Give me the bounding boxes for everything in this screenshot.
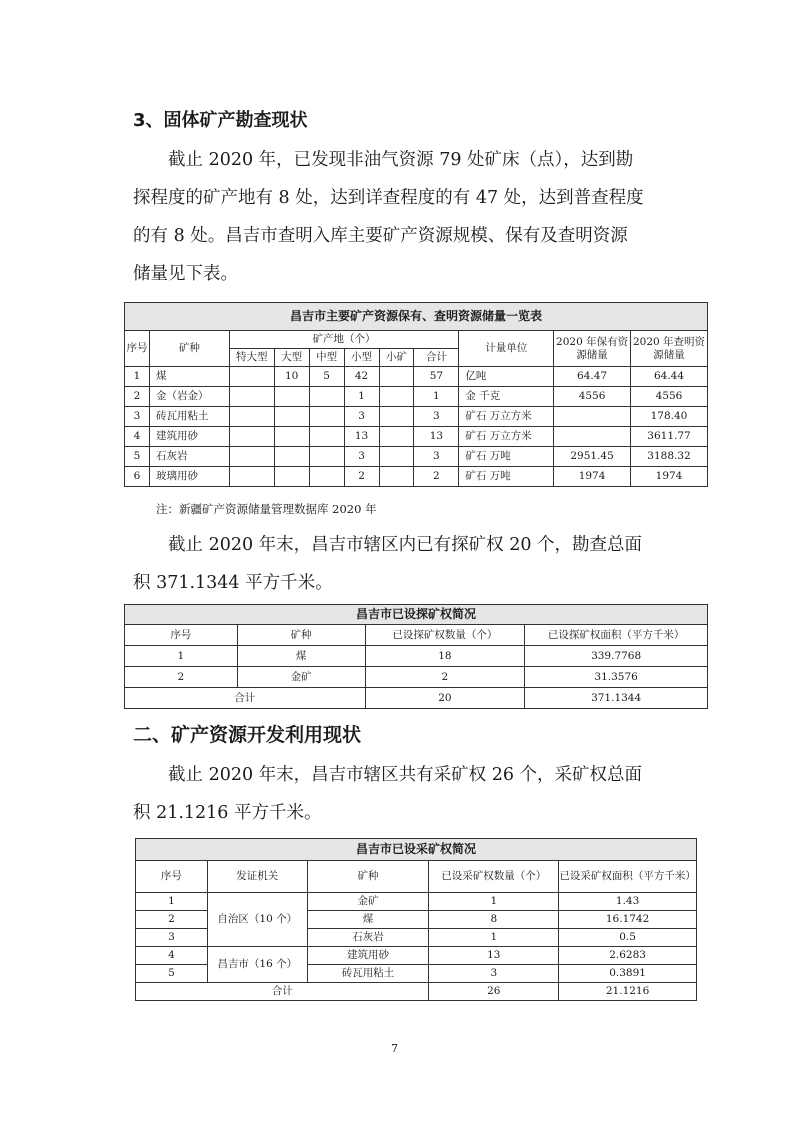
col-header: 发证机关 (207, 861, 307, 893)
cell: 4556 (554, 387, 631, 407)
para-line: 积 21.1216 平方千米。 (133, 803, 322, 823)
para-line: 探程度的矿产地有 8 处，达到详查程度的有 47 处，达到普查程度 (133, 188, 644, 208)
cell: 砖瓦用粘土 (307, 965, 429, 983)
cell (274, 447, 309, 467)
cell: 3188.32 (631, 447, 708, 467)
cell (274, 407, 309, 427)
section-heading-3: 3、固体矿产勘查现状 (133, 110, 308, 131)
col-header: 已设采矿权面积（平方千米） (559, 861, 697, 893)
total-row (125, 688, 708, 709)
cell: 5 (125, 447, 150, 467)
cell (229, 407, 274, 427)
cell: 4 (136, 947, 208, 965)
cell: 2 (125, 667, 238, 688)
cell: 10 (274, 367, 309, 387)
col-header: 已设采矿权数量（个） (429, 861, 559, 893)
cell: 0.3891 (559, 965, 697, 983)
cell: 矿石 万吨 (459, 467, 554, 487)
table-row (125, 427, 708, 447)
cell (309, 407, 344, 427)
cell: 2 (344, 467, 379, 487)
cell: 1 (344, 387, 379, 407)
cell: 1 (136, 893, 208, 911)
cell (554, 407, 631, 427)
cell: 3 (136, 929, 208, 947)
cell: 57 (414, 367, 459, 387)
cell: 5 (309, 367, 344, 387)
paragraph-mining-rights (133, 756, 642, 832)
cell: 2 (365, 667, 525, 688)
cell: 3 (344, 447, 379, 467)
table-caption: 昌吉市已设探矿权简况 (125, 605, 708, 625)
col-header-unit: 计量单位 (459, 331, 554, 367)
col-header: 矿种 (307, 861, 429, 893)
cell: 1974 (554, 467, 631, 487)
cell: 建筑用砂 (307, 947, 429, 965)
cell: 金矿 (307, 893, 429, 911)
cell: 4 (125, 427, 150, 447)
cell (229, 427, 274, 447)
table-row (125, 407, 708, 427)
cell: 16.1742 (559, 911, 697, 929)
cell: 20 (365, 688, 525, 709)
table-caption: 昌吉市主要矿产资源保有、查明资源储量一览表 (125, 303, 708, 331)
table-row (125, 447, 708, 467)
cell: 0.5 (559, 929, 697, 947)
cell: 2 (414, 467, 459, 487)
sub-header: 特大型 (229, 349, 274, 367)
table-row (125, 387, 708, 407)
cell (379, 447, 414, 467)
cell: 石灰岩 (149, 447, 229, 467)
cell: 178.40 (631, 407, 708, 427)
cell: 3 (125, 407, 150, 427)
exploration-rights-table (124, 604, 708, 709)
mining-rights-table (135, 838, 697, 1001)
cell (229, 447, 274, 467)
sub-header: 中型 (309, 349, 344, 367)
table-row (136, 893, 697, 911)
cell: 金 千克 (459, 387, 554, 407)
cell: 8 (429, 911, 559, 929)
cell (309, 467, 344, 487)
cell (554, 427, 631, 447)
cell (309, 387, 344, 407)
col-header: 序号 (125, 625, 238, 646)
page-number: 7 (391, 1042, 398, 1055)
cell: 31.3576 (525, 667, 708, 688)
para-line: 截止 2020 年末，昌吉市辖区共有采矿权 26 个，采矿权总面 (168, 765, 643, 785)
cell: 18 (365, 646, 525, 667)
cell (229, 387, 274, 407)
para-line: 储量见下表。 (133, 264, 238, 284)
cell: 3611.77 (631, 427, 708, 447)
para-line: 截止 2020 年，已发现非油气资源 79 处矿床（点），达到勘 (168, 150, 634, 170)
cell: 64.47 (554, 367, 631, 387)
col-header: 已设探矿权数量（个） (365, 625, 525, 646)
cell: 13 (414, 427, 459, 447)
cell: 339.7768 (525, 646, 708, 667)
cell: 1 (125, 367, 150, 387)
cell: 13 (344, 427, 379, 447)
cell: 玻璃用砂 (149, 467, 229, 487)
authority-cell: 自治区（10 个） (207, 893, 307, 947)
cell (274, 427, 309, 447)
cell: 3 (344, 407, 379, 427)
table-row (125, 367, 708, 387)
cell: 1 (125, 646, 238, 667)
cell (379, 427, 414, 447)
para-line: 积 371.1344 平方千米。 (133, 573, 333, 593)
cell: 2 (136, 911, 208, 929)
cell: 金（岩金） (149, 387, 229, 407)
col-header-seq: 序号 (125, 331, 150, 367)
section-heading-2: 二、矿产资源开发利用现状 (133, 724, 362, 746)
para-line: 的有 8 处。昌吉市查明入库主要矿产资源规模、保有及查明资源 (133, 226, 628, 246)
cell: 煤 (149, 367, 229, 387)
cell: 1 (429, 893, 559, 911)
cell: 煤 (307, 911, 429, 929)
table1-body (125, 367, 708, 487)
col-header: 序号 (136, 861, 208, 893)
mineral-reserves-table (124, 302, 708, 487)
table-row (136, 947, 697, 965)
table-note: 注：新疆矿产资源储量管理数据库 2020 年 (156, 502, 377, 516)
cell: 矿石 万立方米 (459, 407, 554, 427)
cell (274, 467, 309, 487)
table-row (125, 667, 708, 688)
sub-header: 大型 (274, 349, 309, 367)
cell: 亿吨 (459, 367, 554, 387)
cell (309, 447, 344, 467)
cell (379, 387, 414, 407)
cell: 1974 (631, 467, 708, 487)
table-row (125, 467, 708, 487)
cell: 1.43 (559, 893, 697, 911)
total-row (136, 983, 697, 1001)
cell (229, 467, 274, 487)
sub-header: 小矿 (379, 349, 414, 367)
cell: 砖瓦用粘土 (149, 407, 229, 427)
cell: 矿石 万吨 (459, 447, 554, 467)
cell (379, 367, 414, 387)
cell: 42 (344, 367, 379, 387)
cell (274, 387, 309, 407)
table-caption: 昌吉市已设采矿权简况 (136, 839, 697, 861)
cell: 建筑用砂 (149, 427, 229, 447)
cell: 64.44 (631, 367, 708, 387)
col-header-mineral: 矿种 (149, 331, 229, 367)
cell: 4556 (631, 387, 708, 407)
cell: 2 (125, 387, 150, 407)
col-header: 矿种 (237, 625, 365, 646)
cell: 石灰岩 (307, 929, 429, 947)
cell: 矿石 万立方米 (459, 427, 554, 447)
para-line: 截止 2020 年末，昌吉市辖区内已有探矿权 20 个，勘查总面 (168, 535, 643, 555)
col-header-proven: 2020 年查明资源储量 (631, 331, 708, 367)
cell (379, 407, 414, 427)
cell: 26 (429, 983, 559, 1001)
col-header-sites: 矿产地（个） (229, 331, 459, 349)
col-header: 已设探矿权面积（平方千米） (525, 625, 708, 646)
col-header-kept: 2020 年保有资源储量 (554, 331, 631, 367)
cell: 5 (136, 965, 208, 983)
cell: 6 (125, 467, 150, 487)
cell (379, 467, 414, 487)
sub-header: 合计 (414, 349, 459, 367)
cell: 1 (429, 929, 559, 947)
cell (229, 367, 274, 387)
cell: 13 (429, 947, 559, 965)
cell: 合计 (125, 688, 366, 709)
sub-header: 小型 (344, 349, 379, 367)
cell: 3 (414, 407, 459, 427)
table-row (125, 646, 708, 667)
cell: 2951.45 (554, 447, 631, 467)
cell: 21.1216 (559, 983, 697, 1001)
cell: 3 (414, 447, 459, 467)
cell: 2.6283 (559, 947, 697, 965)
cell: 合计 (136, 983, 429, 1001)
cell: 1 (414, 387, 459, 407)
paragraph-exploration-rights (133, 526, 642, 602)
cell (309, 427, 344, 447)
cell: 煤 (237, 646, 365, 667)
authority-cell: 昌吉市（16 个） (207, 947, 307, 983)
paragraph-exploration (133, 141, 644, 293)
cell: 371.1344 (525, 688, 708, 709)
cell: 金矿 (237, 667, 365, 688)
cell: 3 (429, 965, 559, 983)
